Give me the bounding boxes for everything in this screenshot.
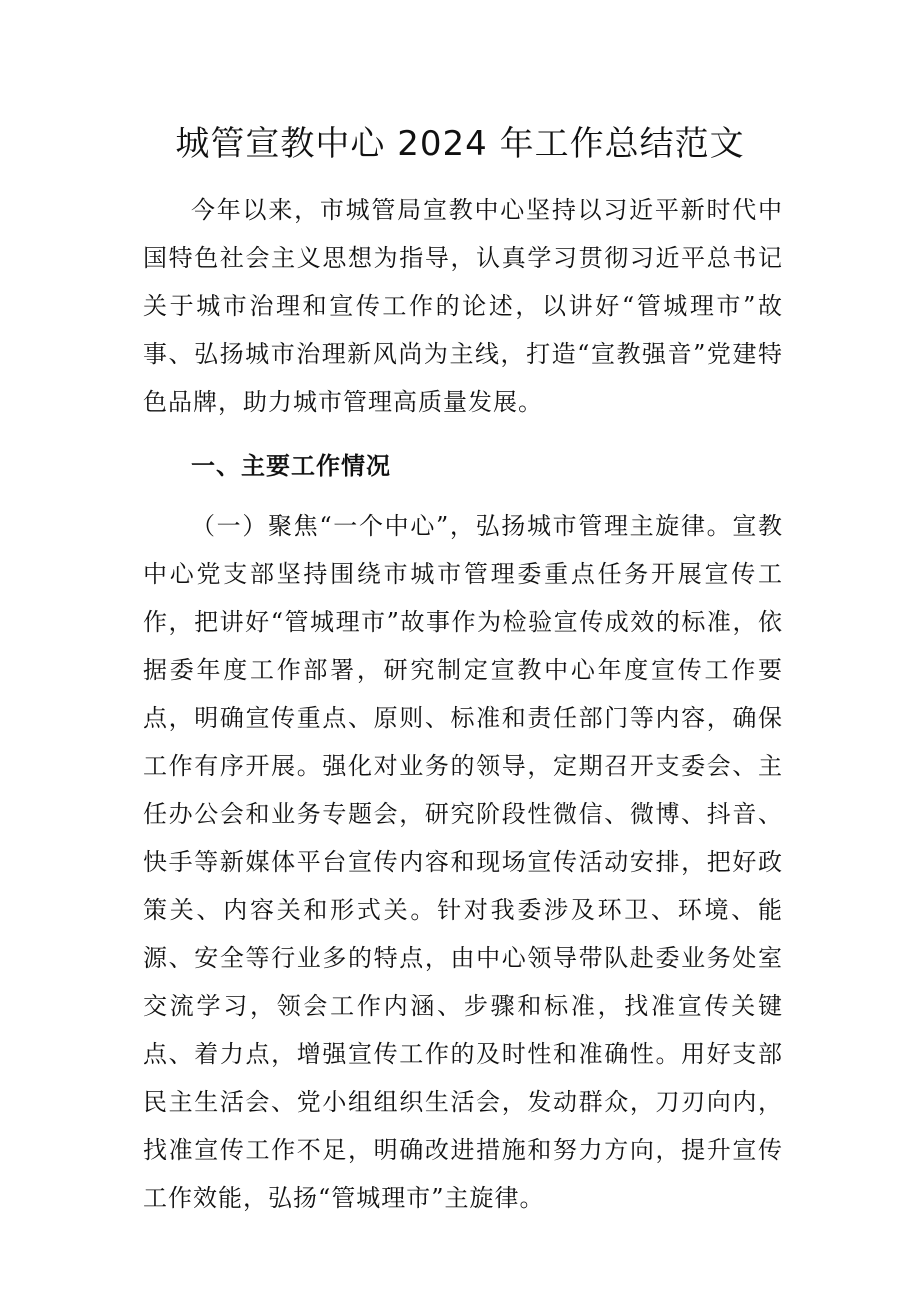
document-body xyxy=(143,186,783,1222)
document-title: 城管宣教中心 2024 年工作总结范文 xyxy=(175,124,745,164)
intro-paragraph: 今年以来，市城管局宣教中心坚持以习近平新时代中国特色社会主义思想为指导，认真学习贯彻习近平总书记关于城市治理和宣传工作的论述，以讲好“管城理市”故事、弘扬城市治理新风尚为主线，打造“宣教强音”党建特色品牌，助力城市管理高质量发展。 xyxy=(143,196,783,416)
section-heading: 一、主要工作情况 xyxy=(191,452,391,480)
section-paragraph: （一）聚焦“一个中心”，弘扬城市管理主旋律。宣教中心党支部坚持围绕市城市管理委重点任务开展宣传工作，把讲好“管城理市”故事作为检验宣传成效的标准，依据委年度工作部署，研究制定宣教中心年度宣传工作要点，明确宣传重点、原则、标准和责任部门等内容，确保工作有序开展。强化对业务的领导，定期召开支委会、主任办公会和业务专题会，研究阶段性微信、微博、抖音、快手等新媒体平台宣传内容和现场宣传活动安排，把好政策关、内容关和形式关。针对我委涉及环卫、环境、能源、安全等行业多的特点，由中心领导带队赴委业务处室交流学习，领会工作内涵、步骤和标准，找准宣传关键点、着力点，增强宣传工作的及时性和准确性。用好支部民主生活会、党小组组织生活会，发动群众，刀刃向内，找准宣传工作不足，明确改进措施和努力方向，提升宣传工作效能，弘扬“管城理市”主旋律。 xyxy=(143,512,783,1212)
